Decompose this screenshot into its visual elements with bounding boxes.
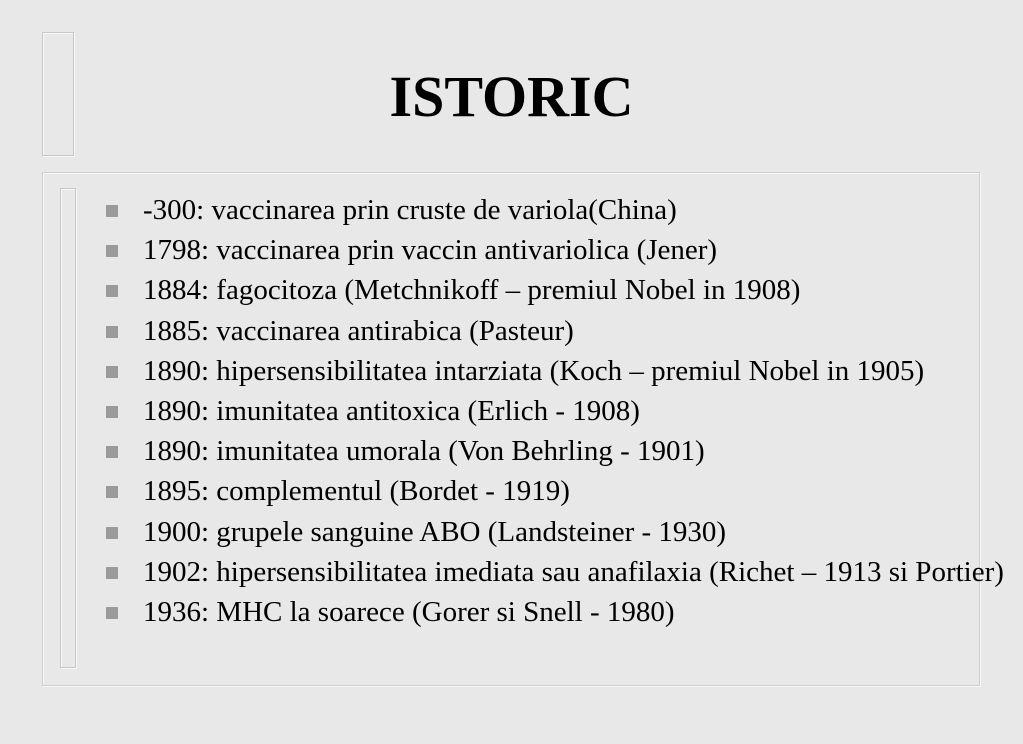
list-item (106, 234, 1006, 266)
list-item-text: 1884: fagocitoza (Metchnikoff – premiul Nobel in 1908) (143, 274, 801, 307)
square-bullet-icon (106, 245, 118, 257)
list-item (106, 395, 1006, 427)
list-item-text: 1885: vaccinarea antirabica (Pasteur) (143, 314, 574, 347)
list-item-text: 1890: hipersensibilitatea intarziata (Koch – premiul Nobel in 1905) (143, 354, 925, 387)
list-item (106, 315, 1006, 347)
list-item-text: 1798: vaccinarea prin vaccin antivariolica (Jener) (143, 234, 718, 267)
square-bullet-icon (106, 446, 118, 458)
square-bullet-icon (106, 285, 118, 297)
list-item (106, 596, 1006, 628)
square-bullet-icon (106, 567, 118, 579)
list-item-text: 1936: MHC la soarece (Gorer si Snell - 1980) (143, 595, 675, 628)
list-item-text: 1890: imunitatea umorala (Von Behrling - 1901) (143, 435, 705, 468)
slide-title: ISTORIC (389, 64, 634, 129)
square-bullet-icon (106, 607, 118, 619)
square-bullet-icon (106, 486, 118, 498)
list-item-text: 1902: hipersensibilitatea imediata sau anafilaxia (Richet – 1913 si Portier) (143, 555, 1004, 588)
list-item-text: 1895: complementul (Bordet - 1919) (143, 475, 570, 508)
bullet-list (106, 194, 1006, 636)
list-item (106, 516, 1006, 548)
list-item-text: 1890: imunitatea antitoxica (Erlich - 1908) (143, 394, 640, 427)
square-bullet-icon (106, 527, 118, 539)
square-bullet-icon (106, 326, 118, 338)
list-item (106, 475, 1006, 507)
decorative-bar-left (60, 188, 76, 668)
square-bullet-icon (106, 406, 118, 418)
list-item-text: -300: vaccinarea prin cruste de variola(China) (143, 194, 677, 226)
square-bullet-icon (106, 205, 118, 217)
list-item (106, 355, 1006, 387)
list-item (106, 556, 1006, 588)
square-bullet-icon (106, 366, 118, 378)
list-item (106, 274, 1006, 306)
list-item (106, 435, 1006, 467)
list-item (106, 194, 1006, 226)
list-item-text: 1900: grupele sanguine ABO (Landsteiner - 1930) (143, 515, 727, 548)
